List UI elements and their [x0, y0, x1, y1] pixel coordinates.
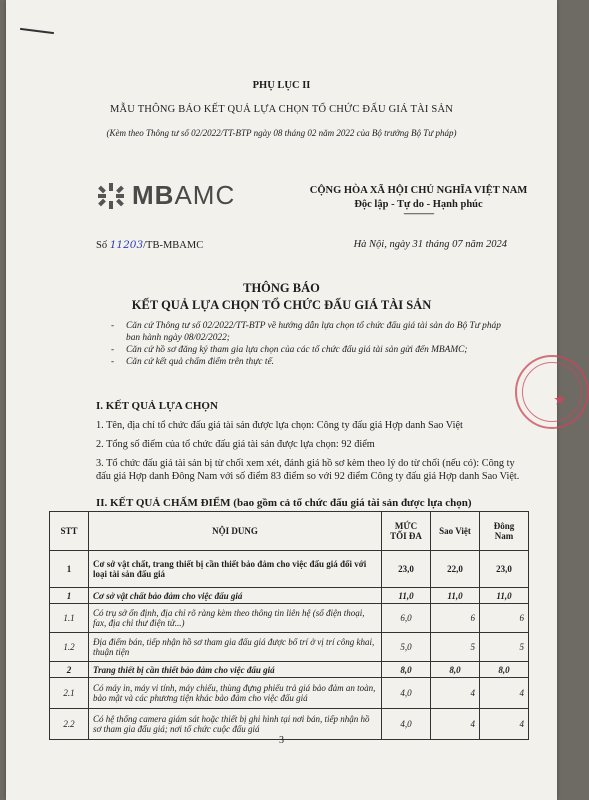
section-1-item-1: 1. Tên, địa chỉ tổ chức đấu giá tài sản được lựa chọn: Công ty đấu giá Hợp danh Sao Việt: [96, 420, 463, 431]
motto: Độc lập - Tự do - Hạnh phúc: [354, 199, 483, 210]
document-page: [6, 0, 566, 800]
logo-text: MBAMC: [132, 180, 236, 210]
header-sao-viet: Sao Việt: [431, 512, 480, 551]
section-1-item-3: 3. Tổ chức đấu giá tài sản bị từ chối xem xét, đánh giá hồ sơ kèm theo lý do từ chối (nếu có): Công ty đấu giá Hợp danh Đông Nam với số điểm 83 điểm so với 92 điểm Công ty đấu giá Hợp danh Sao Việt.: [96, 458, 520, 482]
table-header: [50, 512, 529, 551]
form-note: (Kèm theo Thông tư số 02/2022/TT-BTP ngày 08 tháng 02 năm 2022 của Bộ trưởng Bộ Tư pháp): [106, 128, 457, 138]
section-1-title: I. KẾT QUẢ LỰA CHỌN: [96, 400, 218, 412]
table-row: 1 Cơ sở vật chất, trang thiết bị cần thiết bảo đảm cho việc đấu giá đối với loại tài sản đấu giá 23,0 22,0 23,0: [50, 551, 529, 588]
basis-item: - Căn cứ kết quả chấm điểm trên thực tế.: [111, 356, 506, 368]
basis-item: - Căn cứ Thông tư số 02/2022/TT-BTP về hướng dẫn lựa chọn tổ chức đấu giá tài sản do Bộ Tư pháp ban hành ngày 08/02/2022;: [111, 320, 506, 344]
pen-mark: [20, 28, 54, 34]
country-name: CỘNG HÒA XÃ HỘI CHỦ NGHĨA VIỆT NAM: [309, 185, 528, 196]
mbamc-logo: [96, 180, 235, 211]
handwritten-number: 11203: [109, 239, 144, 251]
basis-item: - Căn cứ hồ sơ đăng ký tham gia lựa chọn của các tổ chức đấu giá tài sản gửi đến MBAMC;: [111, 344, 506, 356]
form-title: MẪU THÔNG BÁO KẾT QUẢ LỰA CHỌN TỔ CHỨC ĐẤU GIÁ TÀI SẢN: [109, 104, 454, 115]
table-row: 1.1 Có trụ sở ổn định, địa chỉ rõ ràng kèm theo thông tin liên hệ (số điện thoại, fax, địa chỉ thư điện tử...) 6,0 6 6: [50, 604, 529, 633]
table-row: 2.2 Có hệ thống camera giám sát hoặc thiết bị ghi hình tại nơi bán, tiếp nhận hồ sơ tham gia đấu giá; nơi tổ chức cuộc đấu giá 4,0 4 4: [50, 709, 529, 740]
table-row: 2.1 Có máy in, máy vi tính, máy chiếu, thùng đựng phiếu trả giá bảo đảm an toàn, bảo mật và các phương tiện khác bảo đảm cho việc đấu giá 4,0 4 4: [50, 678, 529, 709]
table-row: 2 Trang thiết bị cần thiết bảo đảm cho việc đấu giá 8,0 8,0 8,0: [50, 662, 529, 678]
document-number: Số 11203/TB-MBAMC: [96, 239, 204, 251]
header-max: MỨC TỐI ĐA: [382, 512, 431, 551]
table-row: 1.2 Địa điểm bán, tiếp nhận hồ sơ tham gia đấu giá được bố trí ở vị trí công khai, thuận tiện 5,0 5 5: [50, 633, 529, 662]
national-heading: [296, 185, 541, 218]
place-date: Hà Nội, ngày 31 tháng 07 năm 2024: [353, 239, 507, 250]
table-row: 1 Cơ sở vật chất bảo đảm cho việc đấu giá 11,0 11,0 11,0: [50, 588, 529, 604]
score-table: [49, 511, 529, 740]
notice-subtitle: KẾT QUẢ LỰA CHỌN TỔ CHỨC ĐẤU GIÁ TÀI SẢN: [131, 298, 432, 312]
stamp-star-icon: ★: [554, 392, 566, 407]
appendix-title: PHỤ LỤC II: [252, 80, 311, 91]
page-number: 3: [279, 735, 284, 746]
header-dong-nam: Đông Nam: [480, 512, 529, 551]
section-2-title: II. KẾT QUẢ CHẤM ĐIỂM (bao gồm cả tổ chức đấu giá tài sản được lựa chọn): [96, 497, 472, 509]
notice-title: THÔNG BÁO: [243, 281, 320, 295]
header-content: NỘI DUNG: [89, 512, 382, 551]
header-stt: STT: [50, 512, 89, 551]
red-seal-stamp: [515, 355, 589, 429]
star-logo-icon: [96, 181, 126, 211]
legal-bases: [111, 320, 506, 368]
motto-underline: ---------------: [403, 208, 434, 218]
section-1-item-2: 2. Tổng số điểm của tổ chức đấu giá tài sản được lựa chọn: 92 điểm: [96, 439, 375, 450]
